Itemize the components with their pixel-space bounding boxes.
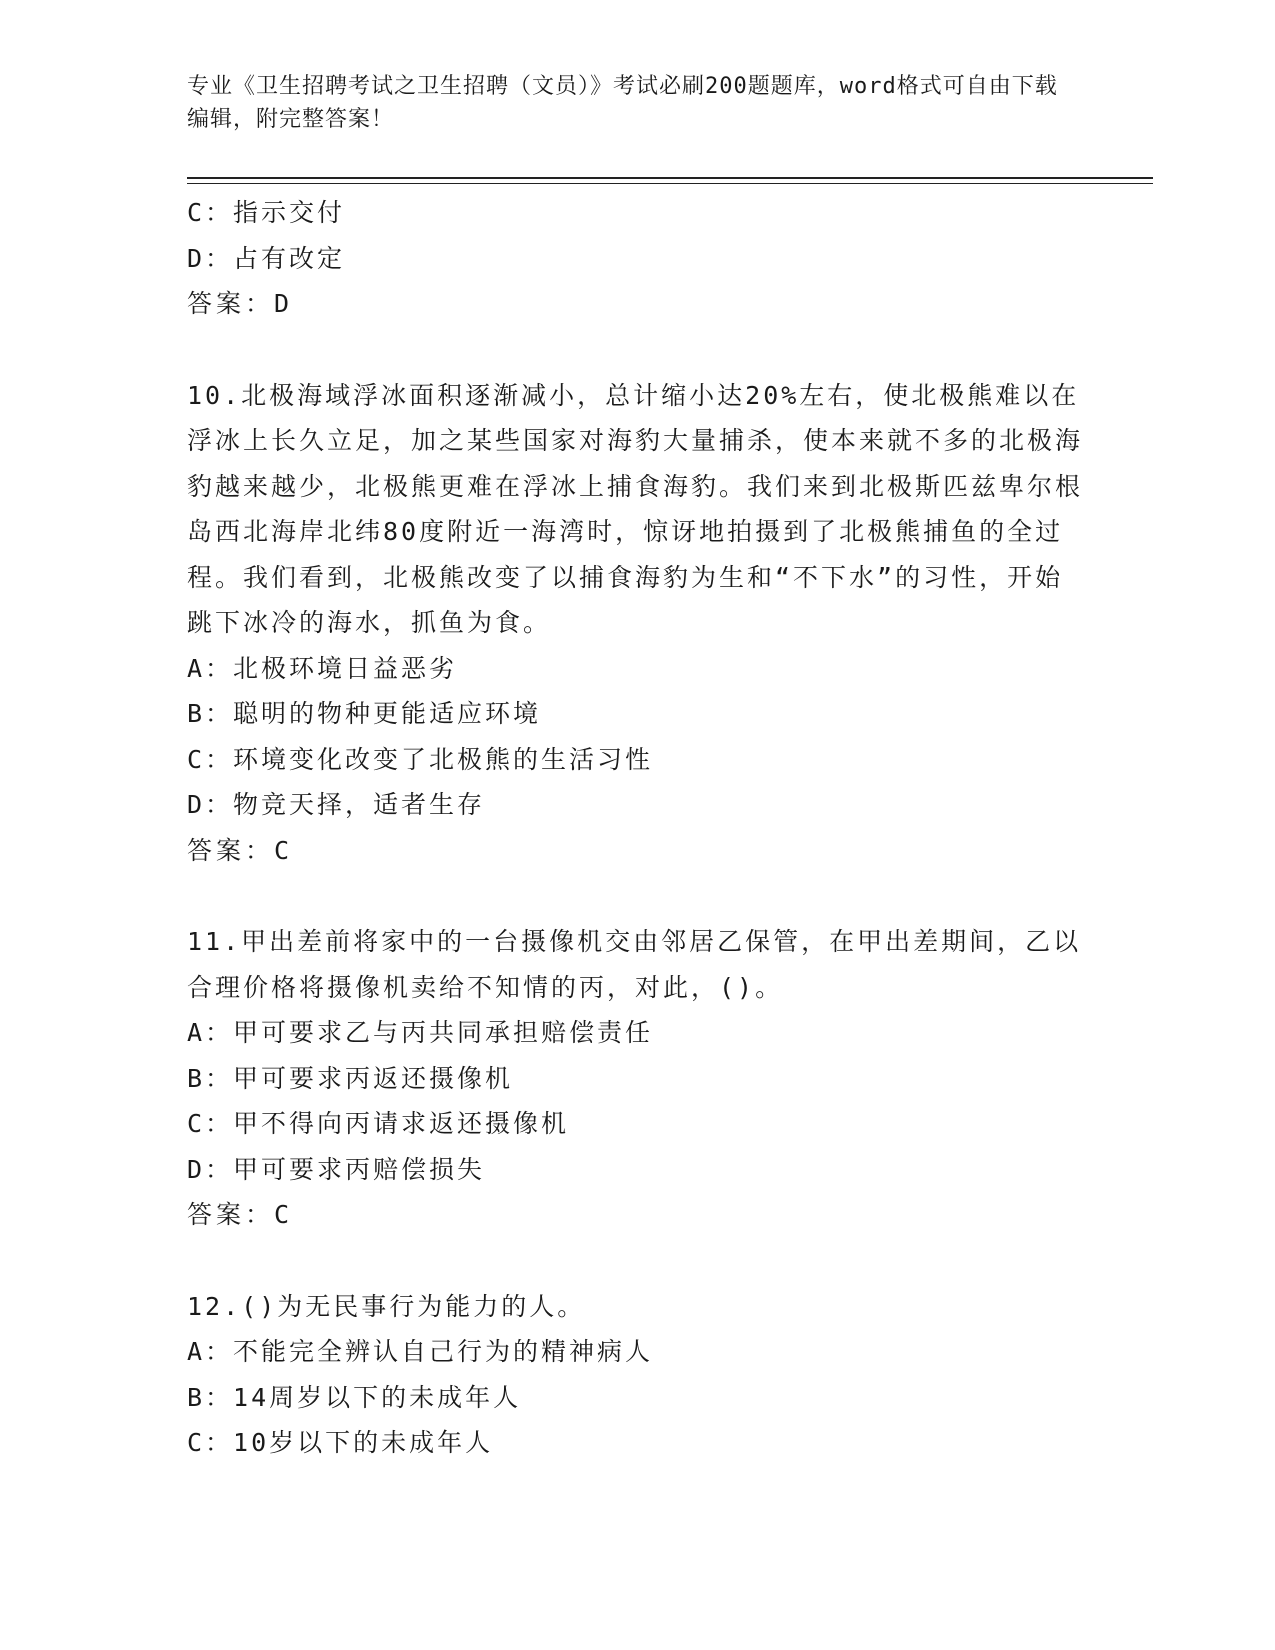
header-rule-thick — [187, 177, 1153, 179]
answer-label: 答案： — [187, 835, 275, 865]
answer-line — [187, 281, 1087, 327]
answer-value: D — [274, 289, 293, 318]
question-stem: 12.()为无民事行为能力的人。 — [187, 1291, 586, 1321]
option-c: C：环境变化改变了北极熊的生活习性 — [187, 744, 654, 774]
question-12 — [187, 1284, 1087, 1466]
option-d: D：甲可要求丙赔偿损失 — [187, 1154, 486, 1184]
answer-value: C — [274, 1200, 293, 1229]
option-a: A：北极环境日益恶劣 — [187, 653, 458, 683]
option-c: C：指示交付 — [187, 198, 346, 227]
option-b: B：甲可要求丙返还摄像机 — [187, 1063, 514, 1093]
option-c: C：10岁以下的未成年人 — [187, 1428, 494, 1457]
document-header: 专业《卫生招聘考试之卫生招聘（文员）》考试必刷200题题库，word格式可自由下载编辑，附完整答案！ — [187, 74, 1058, 132]
answer-line — [187, 828, 1087, 874]
option-a: A：甲可要求乙与丙共同承担赔偿责任 — [187, 1018, 654, 1047]
answer-label: 答案： — [187, 1200, 275, 1229]
question-10 — [187, 373, 1087, 874]
option-b: B：14周岁以下的未成年人 — [187, 1382, 522, 1412]
header-rule-thin — [187, 183, 1153, 184]
option-d: D：占有改定 — [187, 243, 346, 273]
question-9-tail — [187, 190, 1087, 327]
question-11 — [187, 919, 1087, 1238]
question-stem: 10.北极海域浮冰面积逐渐减小，总计缩小达20%左右，使北极熊难以在浮冰上长久立足，加之某些国家对海豹大量捕杀，使本来就不多的北极海豹越来越少，北极熊更难在浮冰上捕食海豹。我们来到北极斯匹兹卑尔根岛西北海岸北纬80度附近一海湾时，惊讶地拍摄到了北极熊捕鱼的全过程。我们看到，北极熊改变了以捕食海豹为生和“不下水”的习性，开始跳下冰冷的海水，抓鱼为食。 — [187, 380, 1084, 637]
question-stem: 11.甲出差前将家中的一台摄像机交由邻居乙保管，在甲出差期间，乙以合理价格将摄像机卖给不知情的丙，对此，()。 — [187, 927, 1082, 1002]
answer-value: C — [274, 835, 293, 865]
answer-line — [187, 1192, 1087, 1238]
option-a: A：不能完全辨认自己行为的精神病人 — [187, 1337, 654, 1366]
option-b: B：聪明的物种更能适应环境 — [187, 699, 542, 728]
document-body — [187, 190, 1087, 1466]
answer-label: 答案： — [187, 289, 275, 318]
option-d: D：物竞天择，适者生存 — [187, 790, 486, 819]
option-c: C：甲不得向丙请求返还摄像机 — [187, 1109, 570, 1138]
